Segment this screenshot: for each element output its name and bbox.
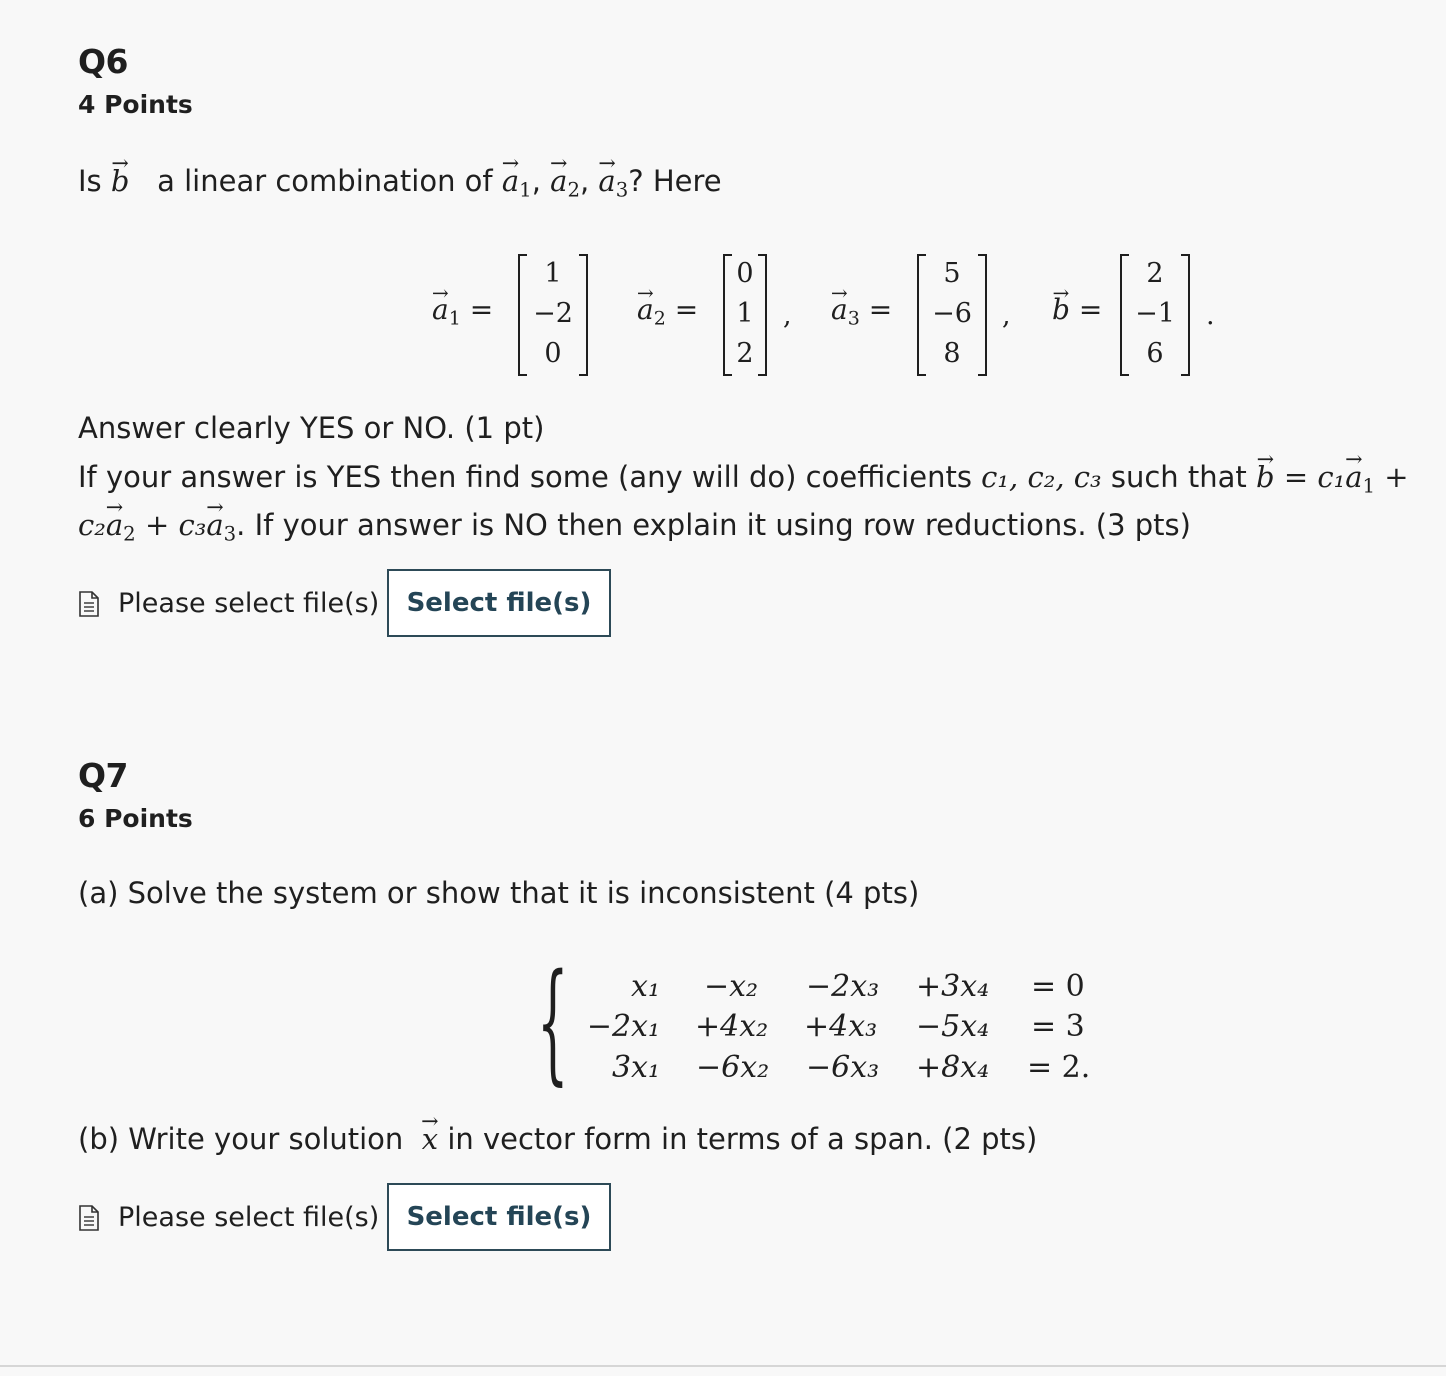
system-term: +4x₂ [695,1009,769,1044]
system-term: +8x₄ [916,1050,990,1085]
system-term: −6x₃ [806,1050,880,1085]
document-icon [78,1205,100,1231]
vector-a1-matrix [518,254,588,376]
matrix-cell: 2 [1146,258,1164,289]
vector-a3-matrix [917,254,987,376]
q6-answer-instruction: Answer clearly YES or NO. (1 pt) [78,411,545,445]
system-brace: { [537,946,569,1099]
vector-a1-label: → $a_1$ = [432,293,493,329]
matrix-cell: 1 [736,298,754,329]
system-term: −x₂ [704,969,759,1004]
matrix-cell: 8 [943,338,961,369]
document-icon [78,591,100,617]
system-term: x₁ [631,969,660,1004]
system-term: −2x₁ [586,1009,660,1044]
system-term: 3x₁ [611,1050,660,1085]
vector-a3-label: → $a_3$ = [831,293,892,329]
q6-select-files-button[interactable]: Select file(s) [387,569,611,637]
system-term: +3x₄ [916,969,990,1004]
matrix-cell: −2 [533,298,573,329]
vector-a2-matrix [723,254,767,376]
system-term: −2x₃ [806,969,880,1004]
q7-part-b: (b) Write your solution → x in vector form in terms of a span. (2 pts) [78,1122,1037,1156]
matrix-cell: −1 [1135,298,1175,329]
separator-period: . [1206,300,1215,331]
vector-b-matrix [1120,254,1190,376]
q6-yes-instruction: If your answer is YES then find some (any will do) coefficients c₁, c₂, c₃ such that → $b = c_1\to a_1$ + [78,460,1409,498]
q6-number: Q6 [78,42,129,81]
system-rhs: = 0 [1031,969,1085,1004]
separator-comma: , [783,300,792,331]
matrix-cell: 2 [736,338,754,369]
system-term: −6x₂ [696,1050,770,1085]
q6-upload-label: Please select file(s) [118,588,380,619]
q7-select-files-button[interactable]: Select file(s) [387,1183,611,1251]
bottom-divider [0,1365,1446,1367]
vector-a2-label: → $a_2$ = [637,293,698,329]
q7-points: 6 Points [78,804,193,833]
separator-comma: , [1002,300,1011,331]
q7-upload-label: Please select file(s) [118,1202,380,1233]
system-rhs: = 3 [1031,1009,1085,1044]
matrix-cell: 0 [544,338,562,369]
q6-intro: Is → b a linear combination of → $a_1$, → $a_2$, → $a_3$? Here [78,164,722,202]
vector-b-label: → b = [1052,293,1102,326]
system-term: +4x₃ [804,1009,878,1044]
matrix-cell: 5 [943,258,961,289]
q7-number: Q7 [78,756,129,795]
matrix-cell: 0 [736,258,754,289]
system-rhs: = 2. [1027,1050,1091,1085]
matrix-cell: 1 [544,258,562,289]
matrix-cell: 6 [1146,338,1164,369]
q6-no-instruction: $c_2\to a_2 + c_3\to a_3$. If your answer is NO then explain it using row reductions. (3 pts) [78,508,1191,546]
q7-part-a: (a) Solve the system or show that it is inconsistent (4 pts) [78,876,920,910]
q6-points: 4 Points [78,90,193,119]
matrix-cell: −6 [932,298,972,329]
system-term: −5x₄ [916,1009,990,1044]
